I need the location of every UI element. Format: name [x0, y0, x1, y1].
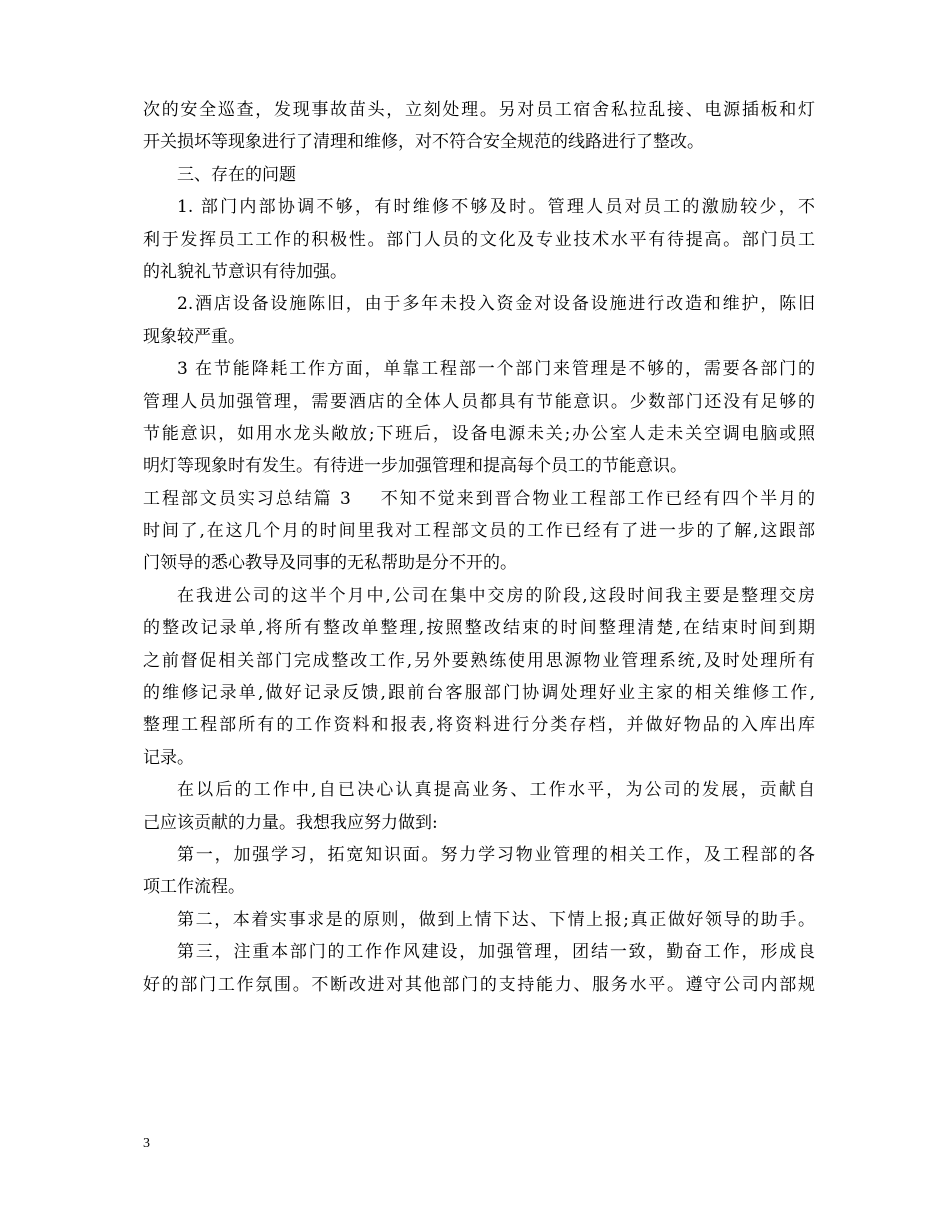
text-line: 明灯等现象时有发生。有待进一步加强管理和提高每个员工的节能意识。 — [143, 456, 687, 477]
text-line: 的维修记录单,做好记录反馈,跟前台客服部门协调处理好业主家的相关维修工作, — [143, 683, 815, 704]
text-line: 好的部门工作氛围。不断改进对其他部门的支持能力、服务水平。遵守公司内部规 — [143, 974, 815, 995]
document-body — [143, 94, 815, 1001]
text-line: 时间了,在这几个月的时间里我对工程部文员的工作已经有了进一步的了解,这跟部 — [143, 521, 815, 542]
text-line: 记录。 — [143, 747, 194, 768]
text-line: 利于发挥员工工作的积极性。部门人员的文化及专业技术水平有待提高。部门员工 — [143, 229, 815, 250]
text-line: 次的安全巡查，发现事故苗头，立刻处理。另对员工宿舍私拉乱接、电源插板和灯 — [143, 100, 815, 120]
text-line: 之前督促相关部门完成整改工作,另外要熟练使用思源物业管理系统,及时处理所有 — [143, 650, 815, 671]
text-line: 管理人员加强管理，需要酒店的全体人员都具有节能意识。少数部门还没有足够的 — [143, 391, 815, 412]
text-line: 第二，本着实事求是的原则，做到上情下达、下情上报;真正做好领导的助手。 — [177, 909, 815, 930]
text-line: 第三，注重本部门的工作作风建设，加强管理，团结一致，勤奋工作，形成良 — [177, 942, 815, 963]
text-line: 现象较严重。 — [143, 326, 245, 347]
text-line: 在以后的工作中,自已决心认真提高业务、工作水平，为公司的发展，贡献自 — [177, 780, 815, 801]
text-line: 2.酒店设备设施陈旧，由于多年未投入资金对设备设施进行改造和维护，陈旧 — [177, 294, 815, 315]
text-line: 整理工程部所有的工作资料和报表,将资料进行分类存档，并做好物品的入库出库 — [143, 715, 815, 736]
text-line: 在我进公司的这半个月中,公司在集中交房的阶段,这段时间我主要是整理交房 — [177, 585, 815, 606]
text-line: 1. 部门内部协调不够，有时维修不够及时。管理人员对员工的激励较少，不 — [177, 197, 815, 218]
text-line — [143, 483, 815, 515]
text-line: 第一，加强学习，拓宽知识面。努力学习物业管理的相关工作，及工程部的各 — [177, 844, 815, 865]
page-number: 3 — [143, 1136, 150, 1151]
text-line: 项工作流程。 — [143, 877, 245, 898]
text-line: 节能意识，如用水龙头敞放;下班后，设备电源未关;办公室人走未关空调电脑或照 — [143, 423, 815, 444]
section-heading: 工程部文员实习总结篇 3 — [143, 488, 351, 509]
line-text: 不知不觉来到晋合物业工程部工作已经有四个半月的 — [378, 488, 815, 509]
text-line: 开关损坏等现象进行了清理和维修，对不符合安全规范的线路进行了整改。 — [143, 132, 704, 153]
text-line: 门领导的悉心教导及同事的无私帮助是分不开的。 — [143, 553, 517, 574]
text-line: 的礼貌礼节意识有待加强。 — [143, 261, 347, 282]
text-line: 三、存在的问题 — [177, 164, 296, 185]
text-line: 的整改记录单,将所有整改单整理,按照整改结束的时间整理清楚,在结束时间到期 — [143, 618, 815, 639]
text-line: 己应该贡献的力量。我想我应努力做到: — [143, 812, 438, 833]
text-line: 3 在节能降耗工作方面，单靠工程部一个部门来管理是不够的，需要各部门的 — [177, 359, 815, 380]
